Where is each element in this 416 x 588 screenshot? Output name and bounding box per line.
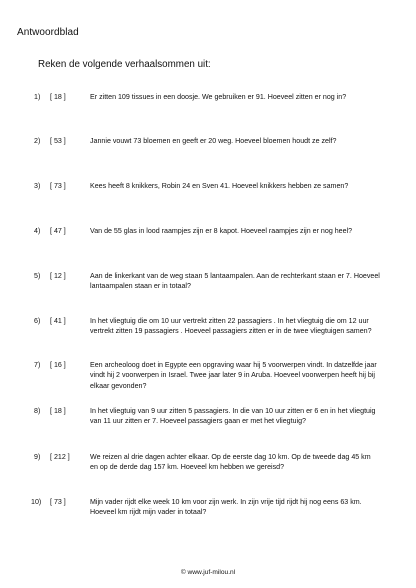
problem-answer: [ 16 ] (50, 361, 66, 369)
problem-answer: [ 212 ] (50, 453, 70, 461)
problem-text: Een archeoloog doet in Egypte een opgraving waar hij 5 voorwerpen vindt. In datzelfde jaar vindt hij 2 voorwerpen in Israel. Twee jaar later 9 in Aruba. Hoeveel voorwerpen heeft hij bij elkaar gevonden? (90, 361, 377, 390)
problem-number: 2) (34, 137, 41, 145)
page-title: Reken de volgende verhaalsommen uit: (38, 59, 211, 70)
problem-text: Mijn vader rijdt elke week 10 km voor zijn werk. In zijn vrije tijd rijdt hij nog eens 63 km. Hoeveel km rijdt mijn vader in totaal? (90, 498, 362, 517)
problem-number: 7) (34, 361, 41, 369)
footer-copyright: © www.juf-milou.nl (180, 569, 236, 576)
problem-number: 1) (34, 93, 41, 101)
problem-number: 5) (34, 272, 41, 280)
problem-number: 4) (34, 227, 41, 235)
problem-number: 10) (31, 498, 42, 506)
problem-text: In het vliegtuig die om 10 uur vertrekt zitten 22 passagiers . In het vliegtuig die om 12 uur vertrekt zitten 19 passagiers . Hoeveel passagiers zitten er in de twee vliegtuigen samen? (90, 317, 372, 336)
problem-text: Van de 55 glas in lood raampjes zijn er 8 kapot. Hoeveel raampjes zijn er nog heel? (90, 227, 353, 235)
answer-sheet-label: Antwoordblad (17, 27, 79, 38)
problem-text: We reizen al drie dagen achter elkaar. Op de eerste dag 10 km. Op de tweede dag 45 km en op de derde dag 157 km. Hoeveel km hebben we gereisd? (90, 453, 371, 472)
problem-answer: [ 53 ] (50, 137, 66, 145)
problem-text: Kees heeft 8 knikkers, Robin 24 en Sven 41. Hoeveel knikkers hebben ze samen? (90, 182, 349, 190)
problem-number: 3) (34, 182, 41, 190)
problem-text: Jannie vouwt 73 bloemen en geeft er 20 weg. Hoeveel bloemen houdt ze zelf? (90, 137, 337, 145)
problem-answer: [ 73 ] (50, 498, 66, 506)
problem-number: 9) (34, 453, 41, 461)
problem-answer: [ 18 ] (50, 407, 66, 415)
problem-text: Er zitten 109 tissues in een doosje. We gebruiken er 91. Hoeveel zitten er nog in? (90, 93, 347, 101)
problem-answer: [ 12 ] (50, 272, 66, 280)
problem-text: In het vliegtuig van 9 uur zitten 5 passagiers. In die van 10 uur zitten er 6 en in het vliegtuig van 11 uur zitten er 7. Hoeveel passagiers gaan er met het vliegtuig? (90, 407, 376, 426)
problem-answer: [ 73 ] (50, 182, 66, 190)
problem-answer: [ 47 ] (50, 227, 66, 235)
problem-number: 6) (34, 317, 41, 325)
problem-answer: [ 18 ] (50, 93, 66, 101)
problem-answer: [ 41 ] (50, 317, 66, 325)
problem-number: 8) (34, 407, 41, 415)
problem-text: Aan de linkerkant van de weg staan 5 lantaampalen. Aan de rechterkant staan er 7. Hoeveel lantaampalen staan er in totaal? (90, 272, 380, 291)
